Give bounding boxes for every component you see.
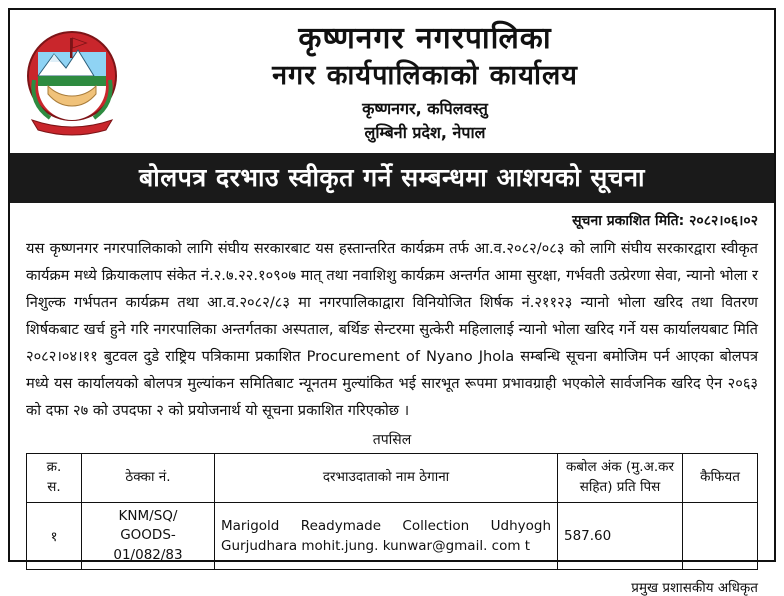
th-serial-number [27, 454, 82, 502]
cell-serial-number: १ [27, 502, 82, 570]
cell-quoted-amount: 587.60 [558, 502, 683, 570]
bid-details-table [26, 453, 758, 570]
published-date: सूचना प्रकाशित मिति: २०८२।०६।०२ [572, 212, 758, 229]
table-row [27, 502, 758, 570]
th-amount-line1: कबोल अंक (मु.अ.कर [565, 459, 675, 476]
notice-body [10, 203, 774, 571]
organization-heading [120, 20, 760, 145]
th-bidder-name-address: दरभाउदाताको नाम ठेगाना [215, 454, 558, 502]
cell-contract-line1: KNM/SQ/ [118, 507, 178, 524]
page-content [10, 10, 774, 596]
signature-designation: प्रमुख प्रशासकीय अधिकृत [631, 580, 758, 596]
cell-bidder-line1: Marigold Readymade Collection Udhyogh [221, 517, 551, 534]
th-contract-number: ठेक्का नं. [82, 454, 215, 502]
cell-contract-line2: GOODS-01/082/83 [113, 527, 183, 563]
office-name: नगर कार्यपालिकाको कार्यालय [272, 59, 578, 91]
th-remarks: कैफियत [683, 454, 758, 502]
cell-bidder-line2: Gurjudhara mohit.jung. kunwar@gmail. com t [221, 537, 531, 554]
nepal-government-emblem-icon [24, 24, 120, 134]
document-header [10, 10, 774, 149]
th-amount-line2: सहित) प्रति पिस [579, 479, 661, 496]
province-line: लुम्बिनी प्रदेश, नेपाल [364, 122, 486, 142]
page-border [8, 8, 776, 596]
th-serial-line1: क्र. [46, 459, 62, 476]
notice-title-band: बोलपत्र दरभाउ स्वीकृत गर्ने सम्बन्धमा आशयको सूचना [10, 153, 774, 203]
address-line: कृष्णनगर, कपिलवस्तु [362, 98, 488, 118]
table-header-row [27, 454, 758, 502]
tapasil-label: तपसिल [372, 432, 412, 449]
cell-bidder-name-address [215, 502, 558, 570]
cell-remarks [683, 502, 758, 570]
th-serial-line2: स. [47, 479, 61, 496]
cell-contract-number [82, 502, 215, 570]
notice-paragraph: यस कृष्णनगर नगरपालिकाको लागि संघीय सरकारबाट यस हस्तान्तरित कार्यक्रम तर्फ आ.व.२०८२/०८३ को लागि संघीय सरकारद्वारा स्वीकृत कार्यक्रम मध्ये क्रियाकलाप संकेत नं.२.७.२२.१०९०७ मात् तथा नवाशिशु कार्यक्रम अन्तर्गत आमा सुरक्षा, गर्भवती उत्प्रेरणा सेवा, न्यानो भोला र निशुल्क गर्भपतन कार्यक्रम तथा आ.व.२०८२/८३ मा नगरपालिकाद्वारा विनियोजित शिर्षक नं.२११२३ न्यानो भोला खरिद तथा वितरण शिर्षकबाट खर्च हुने गरि नगरपालिका अन्तर्गतका अस्पताल, बर्थिङ सेन्टरमा सुत्केरी महिलालाई न्यानो भोला खरिद गर्ने यस कार्यालयबाट मिति २०८२।०४।११ बुटवल दुडे राष्ट्रिय पत्रिकामा प्रकाशित Procurement of Nyano Jhola सम्बन्धि सूचना बमोजिम पर्न आएका बोलपत्र मध्ये यस कार्यालयको बोलपत्र मुल्यांकन समितिबाट न्यूनतम मुल्यांकित भई सारभूत रूपमा प्रभावग्राही भएकोले सार्वजनिक खरिद ऐन २०६३ को दफा २७ को उपदफा २ को प्रयोजनार्थ यो सूचना प्रकाशित गरिएकोछ । [26, 239, 758, 419]
th-quoted-amount [558, 454, 683, 502]
municipality-name: कृष्णनगर नगरपालिका [298, 21, 552, 56]
